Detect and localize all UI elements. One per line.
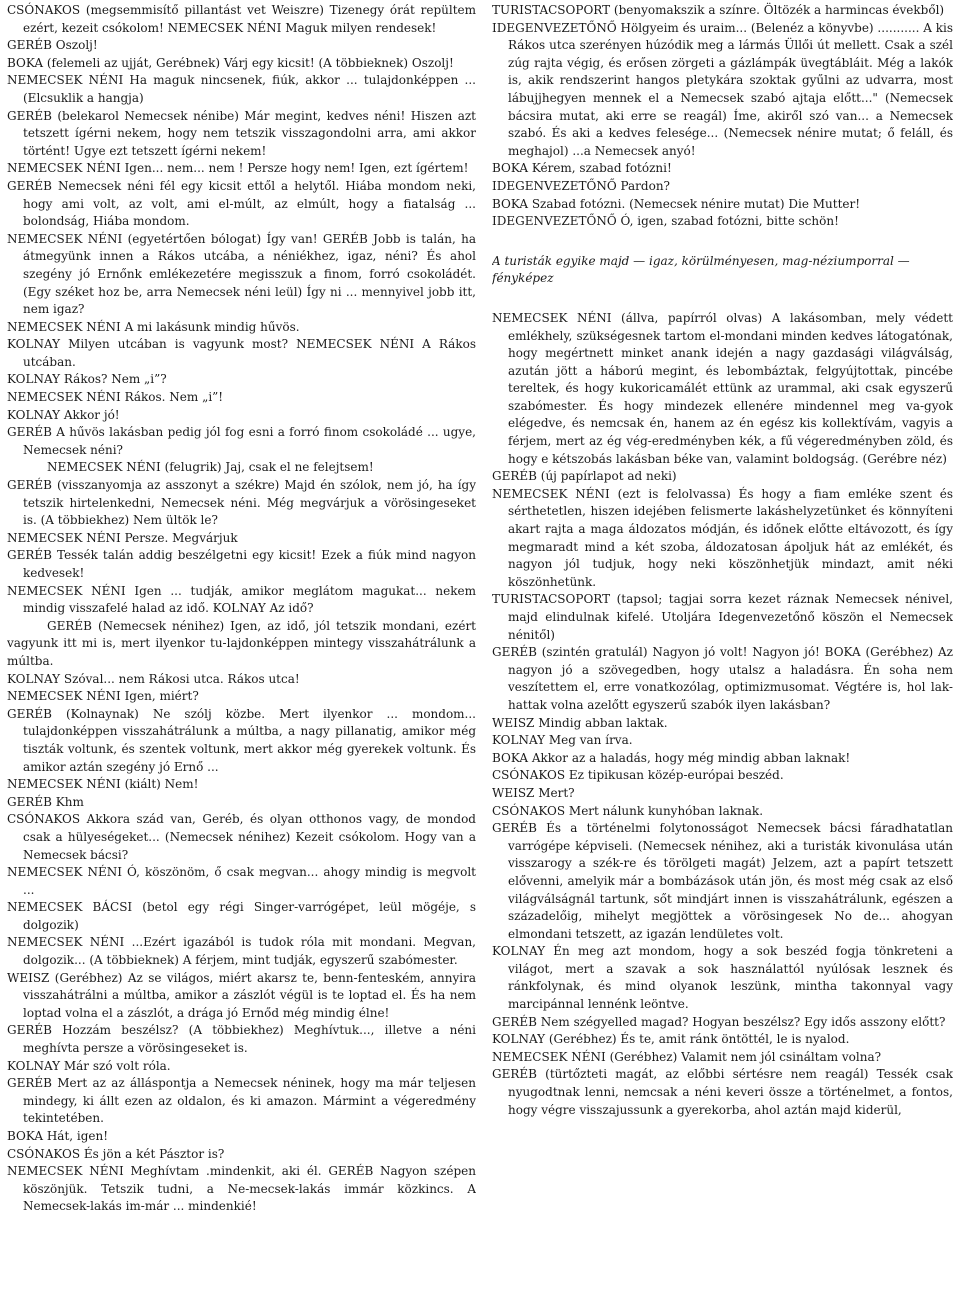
dialogue-line: GERÉB Khm [7,794,84,809]
dialogue-line: KOLNAY Már szó volt róla. [7,1058,171,1073]
dialogue-line: IDEGENVEZETŐNŐ Hölgyeim és uraim... (Belenéz a könyvbe) ........... A kis Rákos utca szerényen húzódik meg a lármás Üllői út mellett. Csak a szél zúg rajta végig, és erősen zörgeti a gázlámpák üvegtábláit. Még a lakók is, akik rendszerint hangos pletykára szoktak gyűlni az udvarra, most lábujjhegyen mennek el a Nemecsek szabó ajtaja előtt..." (Nemecsek bácsira mutat, aki erre se reagál) Íme, akiről szó van... a Nemecsek szabó. És aki a kedves felesége... (Nemecsek nénire mutat; ő feláll, és meghajol) ...a Nemecsek anyó! [492,20,953,158]
dialogue-line: KOLNAY Szóval... nem Rákosi utca. Rákos utca! [7,671,300,686]
dialogue-line: KOLNAY Rákos? Nem „i”? [7,372,167,387]
dialogue-line: NEMECSEK NÉNI (egyetértően bólogat) Így van! GERÉB Jobb is talán, ha átmegyünk innen a Rákos utcába, a néniékhez, igaz, néni? És ahol szegény jó Ernőnk emlékezetére megisszuk a finom, forró csokoládét. (Egy széket hoz be, arra Nemecsek néni leül) Így ni ... mennyivel jobb itt, nem igaz? [7,231,476,317]
dialogue-line: GERÉB És a történelmi folytonosságot Nemecsek bácsi fáradhatatlan varrógépe képviseli. (Nemecsek nénihez, aki a turisták kivonulása után visszarogy a szék-re és törölgeti magát) Jelzem, azt a papírt tetszett elővenni, amelyik már a bombázások után jön, és most még csak az első világválságnál tartunk, sőt mindjárt innen is visszahátrálunk, egészen a századelőig, mihelyt megjöttek a vörösingesek No de... ahogyan elmondani tetszett, az igazán lendületes volt. [492,821,953,941]
dialogue-line: IDEGENVEZETŐNŐ Ó, igen, szabad fotózni, bitte schön! [492,214,839,229]
stage-direction-caption: A turisták egyike majd — igaz, körülményesen, mag-néziumporral — fényképez [492,253,910,286]
left-column [7,2,476,1216]
dialogue-line: NEMECSEK NÉNI Igen ... tudják, amikor meglátom magukat... nekem mindig visszafelé halad az idő. KOLNAY Az idő? [7,583,476,616]
dialogue-line: CSÓNAKOS Ez tipikusan közép-európai beszéd. [492,768,784,783]
dialogue-line: KOLNAY Akkor jó! [7,407,120,422]
dialogue-line: GERÉB (szintén gratulál) Nagyon jó volt! Nagyon jó! BOKA (Gerébhez) Az nagyon jó a szövegedben, hogy utalsz a haladásra. Én soha nem veszítettem el, erre vonatkozólag, optimizmusomat. Végtére is, hol lak-hattak volna azelőtt egyszerű szabók ilyen lakásban? [492,645,953,712]
dialogue-line: NEMECSEK NÉNI (állva, papírról olvas) A lakásomban, mely védett emlékhely, szükségesnek tartom el-mondani minden kedves látogatónak, hogy megértnett minket anank idején a nagy gazdasági világválság, azután jött a háború megint, és lebombáztak, felgyújtottak, pincébe tereltek, és hogy kukoricamálét ettünk az urammal, aki csak egyszerű szabómester. És hogy mindezek ellenére mindennel meg va-gyok elégedve, és nemcsak én, hanem az én egész kis kollektívám, vagyis a férjem, mert az ég vég-eredményben kék, a fű végeredményben zöld, és hogy e kétszobás lakásban béke van, valamint boldogság. (Gerébre néz) [492,310,953,466]
dialogue-line: NEMECSEK NÉNI Ha maguk nincsenek, fiúk, akkor ... tulajdonképpen ... (Elcsuklik a hangja) [7,73,476,105]
dialogue-line: BOKA Szabad fotózni. (Nemecsek nénire mutat) Die Mutter! [492,196,861,211]
dialogue-line: NEMECSEK NÉNI Ó, köszönöm, ő csak megvan... ahogy mindig is megvolt ... [7,865,476,897]
dialogue-line: BOKA (felemeli az ujját, Gerébnek) Várj egy kicsit! (A többieknek) Oszolj! [7,55,454,70]
dialogue-line: NEMECSEK NÉNI Persze. Megvárjuk [7,530,238,545]
dialogue-line: NEMECSEK NÉNI ...Ezért igazából is tudok róla mit mondani. Megvan, dolgozik... (A többieknek) A férjem, mint tudják, egyszerű szabómester. [7,935,476,968]
dialogue-line: WEISZ Mindig abban laktak. [492,715,668,730]
dialogue-line: GERÉB (Nemecsek nénihez) Igen, az idő, jól tetszik mondani, ezért vagyunk itt mi is, mert ilyenkor tu-lajdonképpen mintegy visszahátrálunk a múltba. [7,618,476,668]
dialogue-line: NEMECSEK NÉNI Igen... nem... nem ! Persze hogy nem! Igen, ezt ígértem! [7,161,469,176]
dialogue-line: CSÓNAKOS És jön a két Pásztor is? [7,1146,225,1161]
dialogue-line: NEMECSEK NÉNI A mi lakásunk mindig hűvös. [7,319,300,334]
dialogue-line: BOKA Hát, igen! [7,1129,109,1143]
dialogue-line: GERÉB Mert az az álláspontja a Nemecsek néninek, hogy ma már teljesen mindegy, ki állt ezen az oldalon, és ki amazon. Mármint a végeredmény tekintetében. [7,1076,476,1126]
dialogue-line: KOLNAY (Gerébhez) És te, amit ránk öntöttél, le is nyalod. [492,1032,850,1047]
dialogue-line: GERÉB (új papírlapot ad neki) [492,469,677,484]
dialogue-line: CSÓNAKOS Mert nálunk kunyhóban laknak. [492,803,764,818]
dialogue-line: NEMECSEK NÉNI (ezt is felolvassa) És hogy a fiam emléke szent és sérthetetlen, hiszen idejében felismerte lakáshelyzetünket és könnyíteni akart rajta a maga áldozatos módján, és időnek előtte eltávozott, és így megmaradt mind a két szoba, áldozatosan ápoljuk hát az emlékét, és nagyon jól tudjuk, hogy neki köszönhetjük mindazt, amit néki köszönhetünk. [492,486,953,589]
dialogue-line: BOKA Akkor az a haladás, hogy még mindig abban laknak! [492,750,851,765]
dialogue-line: NEMECSEK NÉNI (kiált) Nem! [7,777,199,792]
dialogue-line: GERÉB (belekarol Nemecsek nénibe) Már megint, kedves néni! Hiszen azt tetszett ígérni nekem, hogy nem tetszik visszagondolni arra, ami akkor történt! Ugye ezt tetszett ígérni nekem! [7,108,476,158]
dialogue-line: NEMECSEK NÉNI (Gerébhez) Valamit nem jól csináltam volna? [492,1049,882,1064]
dialogue-line: NEMECSEK NÉNI Igen, miért? [7,689,199,704]
dialogue-line: CSÓNAKOS Akkora szád van, Geréb, és olyan otthonos vagy, de mondod csak a hülyeségeket... (Nemecsek nénihez) Kezeit csókolom. Hogy van a Nemecsek bácsi? [7,812,476,862]
dialogue-line: NEMECSEK NÉNI Rákos. Nem „i”! [7,390,224,405]
dialogue-line: GERÉB Hozzám beszélsz? (A többiekhez) Meghívtuk..., illetve a néni meghívta persze a vörösingeseket is. [7,1023,476,1056]
dialogue-line: GERÉB Tessék talán addig beszélgetni egy kicsit! Ezek a fiúk mind nagyon kedvesek! [7,548,476,580]
dialogue-line: GERÉB Oszolj! [7,38,98,53]
dialogue-line: BOKA Kérem, szabad fotózni! [492,161,672,176]
dialogue-line: NEMECSEK BÁCSI (betol egy régi Singer-varrógépet, leül mögéje, s dolgozik) [7,900,476,932]
dialogue-line: GERÉB (visszanyomja az asszonyt a székre) Majd én szólok, nem jó, ha így tetszik hirtelenkedni, Nemecsek néni. Még megvárjuk a vörösingeseket is. (A többiekhez) Nem ültök le? [7,478,476,528]
dialogue-line: CSÓNAKOS (megsemmisítő pillantást vet Weiszre) Tizenegy órát repültem ezért, kezeit csókolom! NEMECSEK NÉNI Maguk milyen rendesek! [7,3,476,35]
dialogue-line: GERÉB A hűvös lakásban pedig jól fog esni a forró finom csokoládé ... ugye, Nemecsek néni? [7,425,476,457]
dialogue-line: GERÉB (Kolnaynak) Ne szólj közbe. Mert ilyenkor ... mondom... tulajdonképpen visszahátrálunk a múltba, a nagy pillanatig, amikor még tiszták voltunk, és szentek voltunk, mert akkor még gyerekek voltunk. És amikor aztán szegény jó Ernő ... [7,706,476,774]
dialogue-line: TURISTACSOPORT (benyomakszik a színre. Öltözék a harmincas évekből) [492,3,945,17]
dialogue-line: KOLNAY Milyen utcában is vagyunk most? NEMECSEK NÉNI A Rákos utcában. [7,337,476,369]
dialogue-line: WEISZ (Gerébhez) Az se világos, miért akarsz te, benn-fenteském, annyira visszahátrálni a múltba, amikor a zászlót végül is te loptad el. És ha nem loptad volna el a zászlót, a drága jó Ernőd még mindig élne! [7,970,476,1020]
dialogue-line: WEISZ Mert? [492,785,575,800]
dialogue-line: GERÉB Nem szégyelled magad? Hogyan beszélsz? Egy idős asszony előtt? [492,1014,946,1029]
dialogue-line: GERÉB (türtőzteti magát, az előbbi sértésre nem reagál) Tessék csak nyugodtnak lenni, nemcsak a néni keveri össze a történelmet, a fontos, hogy végre visszajussunk a gyerekorba, ahol aztán majd kiderül, [492,1067,953,1117]
spacer [492,231,953,253]
dialogue-line: TURISTACSOPORT (tapsol; tagjai sorra kezet ráznak Nemecsek nénivel, majd elindulnak kifelé. Utoljára Idegenvezetőnő köszön el Nemecsek nénitől) [492,592,953,642]
dialogue-line: IDEGENVEZETŐNŐ Pardon? [492,178,670,193]
right-column [492,2,953,1119]
dialogue-line: NEMECSEK NÉNI Meghívtam .mindenkit, aki él. GERÉB Nagyon szépen köszönjük. Tetszik tudni, a Ne-mecsek-lakás immár közkincs. A Nemecsek-lakás im-már ... mindenkié! [7,1164,476,1214]
dialogue-line: KOLNAY Meg van írva. [492,733,633,748]
dialogue-line: NEMECSEK NÉNI (felugrik) Jaj, csak el ne felejtsem! [47,460,374,475]
dialogue-line: KOLNAY Én meg azt mondom, hogy a sok beszéd fogja tönkreteni a világot, mert a szavak a sok használattól nyúlósak lesznek és ránkfolynak, és mind olyanok leszünk, mintha takonnyal vagy marcipánnal lennénk leöntve. [492,944,953,1012]
dialogue-line: GERÉB Nemecsek néni fél egy kicsit ettől a helytől. Hiába mondom neki, hogy ami volt, az volt, ami el-múlt, az elmúlt, hogy a fiatalság ... bolondság, Hiába mondom. [7,178,476,229]
